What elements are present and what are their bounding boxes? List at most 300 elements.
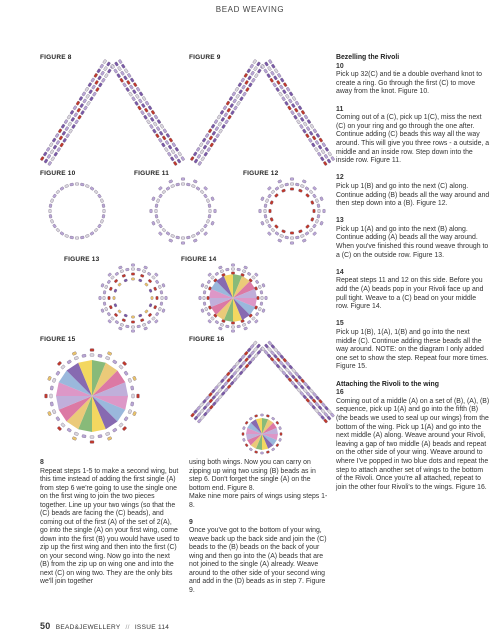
bead	[204, 152, 208, 157]
figure-11-label: FIGURE 11	[134, 170, 170, 177]
bead	[118, 309, 122, 313]
bead	[119, 78, 123, 83]
bead	[133, 82, 137, 87]
bead	[242, 433, 244, 436]
bead	[137, 325, 141, 328]
bead	[125, 325, 129, 328]
bead	[67, 428, 72, 433]
instructions-middle-column	[189, 459, 329, 595]
bead	[220, 378, 225, 383]
bead	[52, 194, 56, 198]
bead	[247, 68, 251, 73]
bead	[258, 285, 262, 289]
bead	[67, 360, 72, 365]
bead	[53, 145, 57, 150]
bead	[55, 133, 59, 138]
bead	[108, 273, 112, 277]
bead	[244, 357, 249, 362]
step-11-text: Coming out of a (C), pick up 1(C), miss the next (C) on your ring and go through the one after. Continue adding (C) beads this way all the way around. This will give you three rows - a outside, a middle and an inside row. Step down into the inside row. Figure 11.	[336, 114, 490, 165]
bead	[170, 156, 174, 161]
bead	[147, 272, 151, 276]
bead	[302, 180, 306, 184]
bead	[156, 126, 160, 131]
bead	[215, 133, 219, 138]
bead	[237, 268, 241, 271]
bead	[282, 364, 287, 369]
bead	[241, 354, 246, 359]
bead	[292, 96, 296, 101]
bead	[215, 392, 220, 397]
bead	[330, 413, 335, 418]
bead	[157, 119, 161, 124]
bead	[104, 285, 108, 289]
bead	[186, 183, 190, 186]
bead	[206, 199, 210, 203]
bead	[280, 354, 285, 359]
bead	[114, 313, 118, 317]
bead	[256, 62, 260, 67]
bead	[122, 274, 126, 278]
figure-15-label: FIGURE 15	[40, 336, 76, 343]
bead	[158, 194, 162, 198]
bead	[148, 279, 152, 283]
bead	[279, 85, 283, 90]
bead	[220, 323, 224, 327]
bead	[52, 378, 56, 383]
bead	[226, 372, 231, 377]
bead	[56, 228, 60, 232]
bead	[143, 115, 147, 120]
bead	[212, 401, 217, 406]
magazine-name: BEAD&JEWELLERY	[55, 624, 121, 631]
bead	[278, 92, 282, 97]
bead	[90, 436, 94, 439]
bead	[306, 392, 311, 397]
bead	[244, 80, 248, 85]
bead	[251, 78, 255, 83]
bead	[72, 351, 77, 355]
step-12	[336, 174, 490, 208]
bead	[209, 136, 213, 141]
bead	[230, 103, 234, 108]
bead	[154, 273, 158, 277]
bead	[208, 319, 212, 323]
bead	[238, 358, 243, 363]
bead	[312, 231, 316, 235]
bead	[244, 327, 248, 331]
bead	[107, 312, 111, 316]
bead	[61, 423, 66, 428]
bead	[314, 147, 318, 152]
bead	[229, 374, 234, 379]
bead	[149, 124, 153, 129]
bead	[270, 71, 274, 76]
bead	[204, 307, 208, 311]
bead	[131, 264, 134, 267]
bead	[261, 452, 264, 454]
bead	[279, 426, 282, 430]
bead	[321, 149, 325, 154]
bead	[285, 94, 289, 99]
bead	[227, 108, 231, 113]
bead	[241, 361, 246, 366]
bead	[101, 283, 105, 287]
bead	[82, 434, 86, 438]
figure-14-label: FIGURE 14	[181, 256, 217, 263]
bead	[115, 320, 119, 324]
bead	[116, 73, 120, 78]
bead	[131, 268, 134, 271]
bead	[124, 279, 128, 282]
bead	[176, 236, 180, 239]
bead	[206, 402, 211, 407]
bead	[100, 219, 104, 223]
bead	[312, 186, 316, 190]
bead	[268, 341, 273, 346]
bead	[207, 147, 211, 152]
bead	[297, 375, 302, 380]
bead	[169, 180, 173, 184]
bead	[206, 140, 210, 145]
bead	[267, 347, 272, 352]
bead	[124, 416, 129, 421]
bead	[110, 275, 114, 279]
bead	[201, 309, 205, 313]
bead	[144, 327, 148, 331]
bead	[271, 228, 275, 232]
bead	[97, 68, 101, 73]
bead	[270, 200, 274, 204]
bead	[207, 280, 211, 284]
figure-9-label: FIGURE 9	[189, 54, 221, 61]
bead	[118, 283, 122, 287]
bead	[120, 71, 124, 76]
bead	[284, 101, 288, 106]
step-12-number: 12	[336, 174, 344, 182]
bead	[48, 161, 52, 166]
bead	[77, 115, 81, 120]
bead	[166, 186, 170, 190]
bead	[211, 124, 215, 129]
bead	[190, 413, 195, 418]
bead	[122, 318, 126, 322]
bead	[97, 75, 101, 80]
bead	[208, 214, 211, 218]
step-12-text: Pick up 1(B) and go into the next (C) along. Continue adding (B) beads all the way around and then step down into a (B). Figure 12.	[336, 182, 490, 208]
bead	[158, 224, 162, 228]
bead	[239, 96, 243, 101]
bead	[320, 156, 324, 161]
bead	[312, 224, 316, 228]
step-13	[336, 217, 490, 260]
figure-13-label: FIGURE 13	[64, 256, 100, 263]
bead	[212, 131, 216, 136]
bead	[232, 365, 237, 370]
bead	[303, 388, 308, 393]
bead	[264, 209, 267, 213]
bead	[266, 73, 270, 78]
bead	[227, 115, 231, 120]
bead	[113, 296, 115, 299]
bead	[91, 85, 95, 90]
bead	[221, 391, 226, 396]
bead	[238, 364, 243, 369]
bead	[254, 73, 258, 78]
bead	[94, 73, 98, 78]
bead	[290, 242, 294, 245]
bead	[74, 119, 78, 124]
page-number: 50	[40, 621, 51, 631]
bead	[241, 85, 245, 90]
bead	[196, 231, 200, 235]
bead	[50, 219, 54, 223]
bead	[128, 378, 132, 383]
bead	[161, 143, 165, 148]
bead	[162, 309, 166, 313]
bead	[238, 82, 242, 87]
bead	[311, 405, 316, 410]
bead	[221, 117, 225, 122]
bead	[108, 319, 112, 323]
bead	[261, 414, 264, 416]
bead	[112, 360, 117, 365]
bead	[131, 96, 135, 101]
bead	[201, 283, 205, 287]
bead	[167, 152, 171, 157]
bead	[102, 204, 105, 208]
bead	[173, 161, 177, 166]
bead	[215, 320, 219, 324]
bead	[203, 186, 207, 190]
bead	[57, 361, 62, 366]
bead	[305, 398, 310, 403]
bead	[131, 321, 134, 324]
bead	[323, 161, 327, 166]
bead	[323, 419, 328, 424]
bead	[231, 330, 234, 333]
bead	[271, 448, 275, 452]
bead	[118, 59, 122, 64]
bead	[50, 402, 54, 406]
bead	[83, 106, 87, 111]
figure-16-label: FIGURE 16	[189, 336, 225, 343]
bead	[135, 94, 139, 99]
bead	[131, 273, 134, 276]
bead	[276, 443, 280, 447]
bead	[134, 101, 138, 106]
bead	[316, 133, 320, 138]
bead	[209, 405, 214, 410]
bead	[264, 62, 268, 67]
bead	[274, 348, 279, 353]
bead	[285, 374, 290, 379]
bead	[254, 414, 258, 417]
bead	[220, 269, 224, 273]
bead	[290, 188, 294, 191]
bead	[291, 374, 296, 379]
bead	[276, 357, 281, 362]
bead	[237, 325, 241, 328]
bead	[57, 426, 62, 431]
bead	[147, 112, 151, 117]
bead	[198, 161, 202, 166]
bead	[70, 236, 74, 239]
step-11-number: 11	[336, 105, 344, 113]
step-13-number: 13	[336, 217, 344, 225]
bead	[175, 147, 179, 152]
bead	[174, 154, 178, 159]
bead	[287, 106, 291, 111]
bead	[270, 217, 274, 221]
bead	[176, 183, 180, 186]
bead	[107, 280, 111, 284]
bead	[129, 85, 133, 90]
bead	[107, 436, 112, 440]
bead	[249, 448, 253, 452]
bead	[47, 411, 51, 416]
bead	[314, 408, 319, 413]
bead	[224, 119, 228, 124]
bead	[300, 385, 305, 390]
bead	[208, 128, 212, 133]
bead	[266, 414, 270, 417]
bead	[70, 110, 74, 115]
bead	[160, 290, 163, 294]
bead	[254, 451, 258, 454]
bead	[169, 239, 173, 243]
bead	[302, 239, 306, 243]
bead	[99, 296, 102, 299]
bead	[125, 268, 129, 271]
bead	[89, 96, 93, 101]
bead	[197, 419, 202, 424]
bead	[124, 371, 129, 376]
bead	[194, 159, 198, 164]
bead	[204, 285, 208, 289]
bead	[253, 66, 257, 71]
bead	[203, 302, 206, 306]
bead	[209, 398, 214, 403]
bead	[270, 350, 275, 355]
bead	[106, 62, 110, 67]
bead	[218, 388, 223, 393]
bead	[168, 145, 172, 150]
bead	[327, 159, 331, 164]
bead	[296, 119, 300, 124]
step-8-text: Repeat steps 1-5 to make a second wing, but this time instead of adding the first single (A) from step 6 we're going to use the single one on the first wing to join the two pieces together. Line up your two wings (so that the (C) beads are facing the (C) beads), and coming out of the first (A) of the set of 2(A), go into the single (A) on your first wing, come down into the first (B) you would have used to zip up the first wing and then into the first (C) on your second wing. Now go into the next (B) from the zip up on wing one and into the next (C) on wing two. They are the only bits we'll join together	[40, 467, 180, 585]
bead	[103, 302, 106, 306]
bead	[142, 323, 146, 327]
bead	[285, 368, 290, 373]
bead	[103, 290, 106, 294]
bead	[150, 117, 154, 122]
bead	[261, 221, 265, 225]
bead	[241, 78, 245, 83]
bead	[305, 186, 309, 190]
bead	[255, 312, 259, 316]
bead	[107, 69, 111, 74]
bead	[68, 129, 72, 134]
bead	[324, 154, 328, 159]
bead	[82, 92, 86, 97]
bead	[248, 360, 253, 365]
figure-8-label: FIGURE 8	[40, 54, 72, 61]
bead	[231, 322, 234, 325]
bead	[305, 193, 309, 197]
bead	[302, 395, 307, 400]
bead	[281, 229, 285, 233]
bead	[235, 368, 240, 373]
bead	[88, 89, 92, 94]
bead	[144, 283, 148, 287]
bead	[236, 101, 240, 106]
bead	[158, 307, 162, 311]
bead	[242, 438, 245, 442]
bead	[225, 325, 229, 328]
bead	[271, 190, 275, 194]
bead	[215, 398, 220, 403]
bead	[312, 136, 316, 141]
step-15-number: 15	[336, 320, 344, 328]
bead	[305, 224, 309, 228]
bead	[273, 354, 278, 359]
bead	[124, 68, 128, 73]
bead	[101, 309, 105, 313]
bead	[244, 266, 248, 270]
bead	[94, 80, 98, 85]
bead	[80, 236, 84, 239]
bead	[151, 110, 155, 115]
bead	[158, 138, 162, 143]
bead	[193, 239, 197, 243]
bead	[162, 136, 166, 141]
bead	[206, 219, 210, 223]
bead	[203, 290, 206, 294]
bead	[144, 266, 148, 270]
step-14-number: 14	[336, 268, 344, 276]
bead	[109, 305, 113, 309]
bead	[247, 348, 252, 353]
bead	[251, 275, 255, 279]
bead	[285, 361, 290, 366]
bead	[59, 136, 63, 141]
bead	[323, 209, 326, 213]
bead	[156, 199, 160, 203]
bead	[60, 231, 64, 235]
bead	[158, 231, 162, 235]
bead	[247, 75, 251, 80]
bead	[303, 122, 307, 127]
bead	[107, 351, 112, 355]
bead	[74, 112, 78, 117]
bead	[152, 129, 156, 134]
bead	[181, 156, 185, 161]
bead	[288, 99, 292, 104]
bead	[200, 228, 204, 232]
bead	[162, 228, 166, 232]
bead	[155, 209, 158, 213]
bead	[54, 152, 58, 157]
bead	[153, 287, 157, 291]
bead	[103, 209, 106, 213]
bead	[124, 314, 128, 317]
bead	[148, 105, 152, 110]
bead	[279, 361, 284, 366]
bead	[251, 357, 256, 362]
bead	[114, 69, 118, 74]
bead	[191, 234, 195, 238]
heading-attaching: Attaching the Rivoli to the wing	[336, 380, 439, 388]
